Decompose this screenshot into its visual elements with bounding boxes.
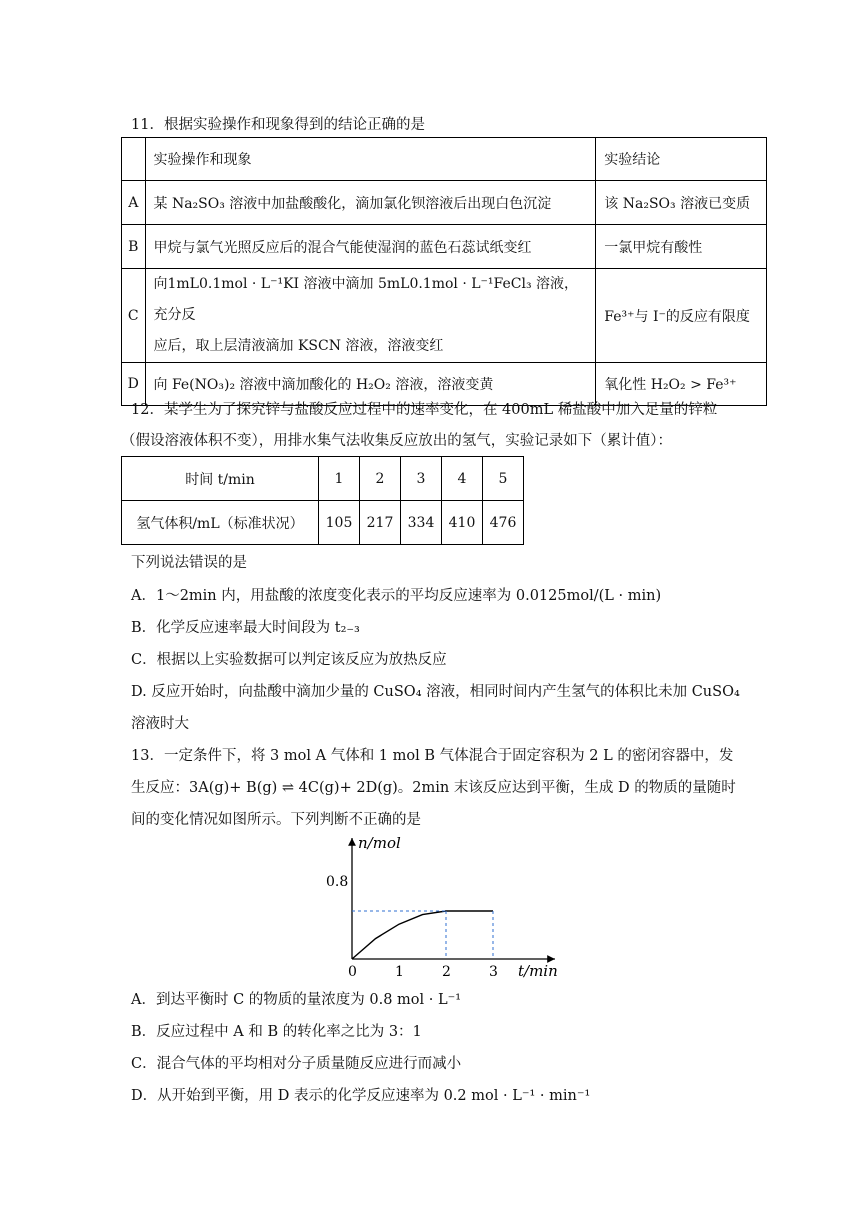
x-tick-label: 3: [489, 964, 498, 980]
q11-row-op: 某 Na₂SO₃ 溶液中加盐酸酸化，滴加氯化钡溶液后出现白色沉淀: [145, 181, 596, 225]
q11-table: [121, 137, 767, 406]
q13-stem-line2: 生反应：3A(g)+ B(g) ⇌ 4C(g)+ 2D(g)。2min 末该反应达到平衡，生成 D 的物质的量随时: [131, 780, 736, 796]
q12-option-c: C．根据以上实验数据可以判定该反应为放热反应: [131, 652, 447, 668]
q13-stem-line3: 间的变化情况如图所示。下列判断不正确的是: [131, 812, 421, 828]
q13-option-a: A．到达平衡时 C 的物质的量浓度为 0.8 mol · L⁻¹: [131, 992, 462, 1008]
q12-volume-cell: 410: [442, 501, 483, 545]
q12-table: [121, 456, 524, 545]
q12-time-cell: 4: [442, 457, 483, 501]
q13-option-c: C．混合气体的平均相对分子质量随反应进行而减小: [131, 1056, 462, 1072]
q12-option-d-line1: D. 反应开始时，向盐酸中滴加少量的 CuSO₄ 溶液，相同时间内产生氢气的体积比未加 CuSO₄: [131, 684, 740, 700]
q13-chart: [320, 832, 580, 982]
q12-stem-line2: （假设溶液体积不变），用排水集气法收集反应放出的氢气，实验记录如下（累计值）：: [121, 433, 672, 449]
q11-row-op-line2: 应后，取上层清液滴加 KSCN 溶液，溶液变红: [153, 338, 444, 354]
q11-row-concl: 氧化性 H₂O₂ > Fe³⁺: [596, 363, 767, 406]
q11-row-a: [122, 181, 767, 225]
q11-row-key: A: [122, 181, 146, 225]
q11-row-op: 向 Fe(NO₃)₂ 溶液中滴加酸化的 H₂O₂ 溶液，溶液变黄: [145, 363, 596, 406]
q11-row-concl: 一氯甲烷有酸性: [596, 225, 767, 269]
q13-stem-line1: 13．一定条件下，将 3 mol A 气体和 1 mol B 气体混合于固定容积为 2 L 的密闭容器中，发: [131, 748, 734, 764]
x-tick-label: 2: [442, 964, 451, 980]
q11-row-op-line1: 向1mL0.1mol · L⁻¹KI 溶液中滴加 5mL0.1mol · L⁻¹FeCl₃ 溶液，充分反: [153, 276, 579, 323]
x-tick-label: 1: [395, 964, 404, 980]
q12-volume-cell: 217: [360, 501, 401, 545]
series-line: [352, 911, 493, 959]
q11-header-concl: 实验结论: [596, 138, 767, 181]
q11-row-c: [122, 269, 767, 363]
q12-time-cell: 5: [483, 457, 524, 501]
q11-row-concl: Fe³⁺与 I⁻的反应有限度: [596, 269, 767, 363]
q12-time-cell: 3: [401, 457, 442, 501]
q11-row-concl: 该 Na₂SO₃ 溶液已变质: [596, 181, 767, 225]
q12-time-cell: 1: [319, 457, 360, 501]
q12-volume-label: 氢气体积/mL（标准状况）: [122, 501, 319, 545]
q11-row-op: 甲烷与氯气光照反应后的混合气能使湿润的蓝色石蕊试纸变红: [145, 225, 596, 269]
q13-option-b: B．反应过程中 A 和 B 的转化率之比为 3：1: [131, 1024, 422, 1040]
q11-row-key: B: [122, 225, 146, 269]
q12-time-cell: 2: [360, 457, 401, 501]
q11-row-key: D: [122, 363, 146, 406]
q11-stem: 11．根据实验操作和现象得到的结论正确的是: [131, 117, 425, 133]
q12-option-a: A．1～2min 内，用盐酸的浓度变化表示的平均反应速率为 0.0125mol/(L · min): [131, 588, 662, 604]
q12-prompt: 下列说法错误的是: [131, 555, 247, 571]
q11-row-b: [122, 225, 767, 269]
q12-option-b: B．化学反应速率最大时间段为 t₂₋₃: [131, 620, 360, 636]
q12-option-d-line2: 溶液时大: [131, 716, 189, 732]
q12-volume-cell: 476: [483, 501, 524, 545]
q12-stem-line1: 12．某学生为了探究锌与盐酸反应过程中的速率变化，在 400mL 稀盐酸中加入足量的锌粒: [131, 402, 718, 418]
y-tick-label: 0.8: [326, 874, 349, 890]
x-axis-label: t/min: [518, 962, 558, 980]
x-tick-label: 0: [348, 964, 357, 980]
q11-header-op: 实验操作和现象: [145, 138, 596, 181]
q11-header-key: [122, 138, 146, 181]
q12-time-label: 时间 t/min: [122, 457, 319, 501]
q12-volume-cell: 105: [319, 501, 360, 545]
q13-option-d: D．从开始到平衡，用 D 表示的化学反应速率为 0.2 mol · L⁻¹ · min⁻¹: [131, 1088, 591, 1104]
q11-row-op: [145, 269, 596, 363]
q12-volume-cell: 334: [401, 501, 442, 545]
q11-row-key: C: [122, 269, 146, 363]
y-axis-label: n/mol: [358, 834, 401, 852]
